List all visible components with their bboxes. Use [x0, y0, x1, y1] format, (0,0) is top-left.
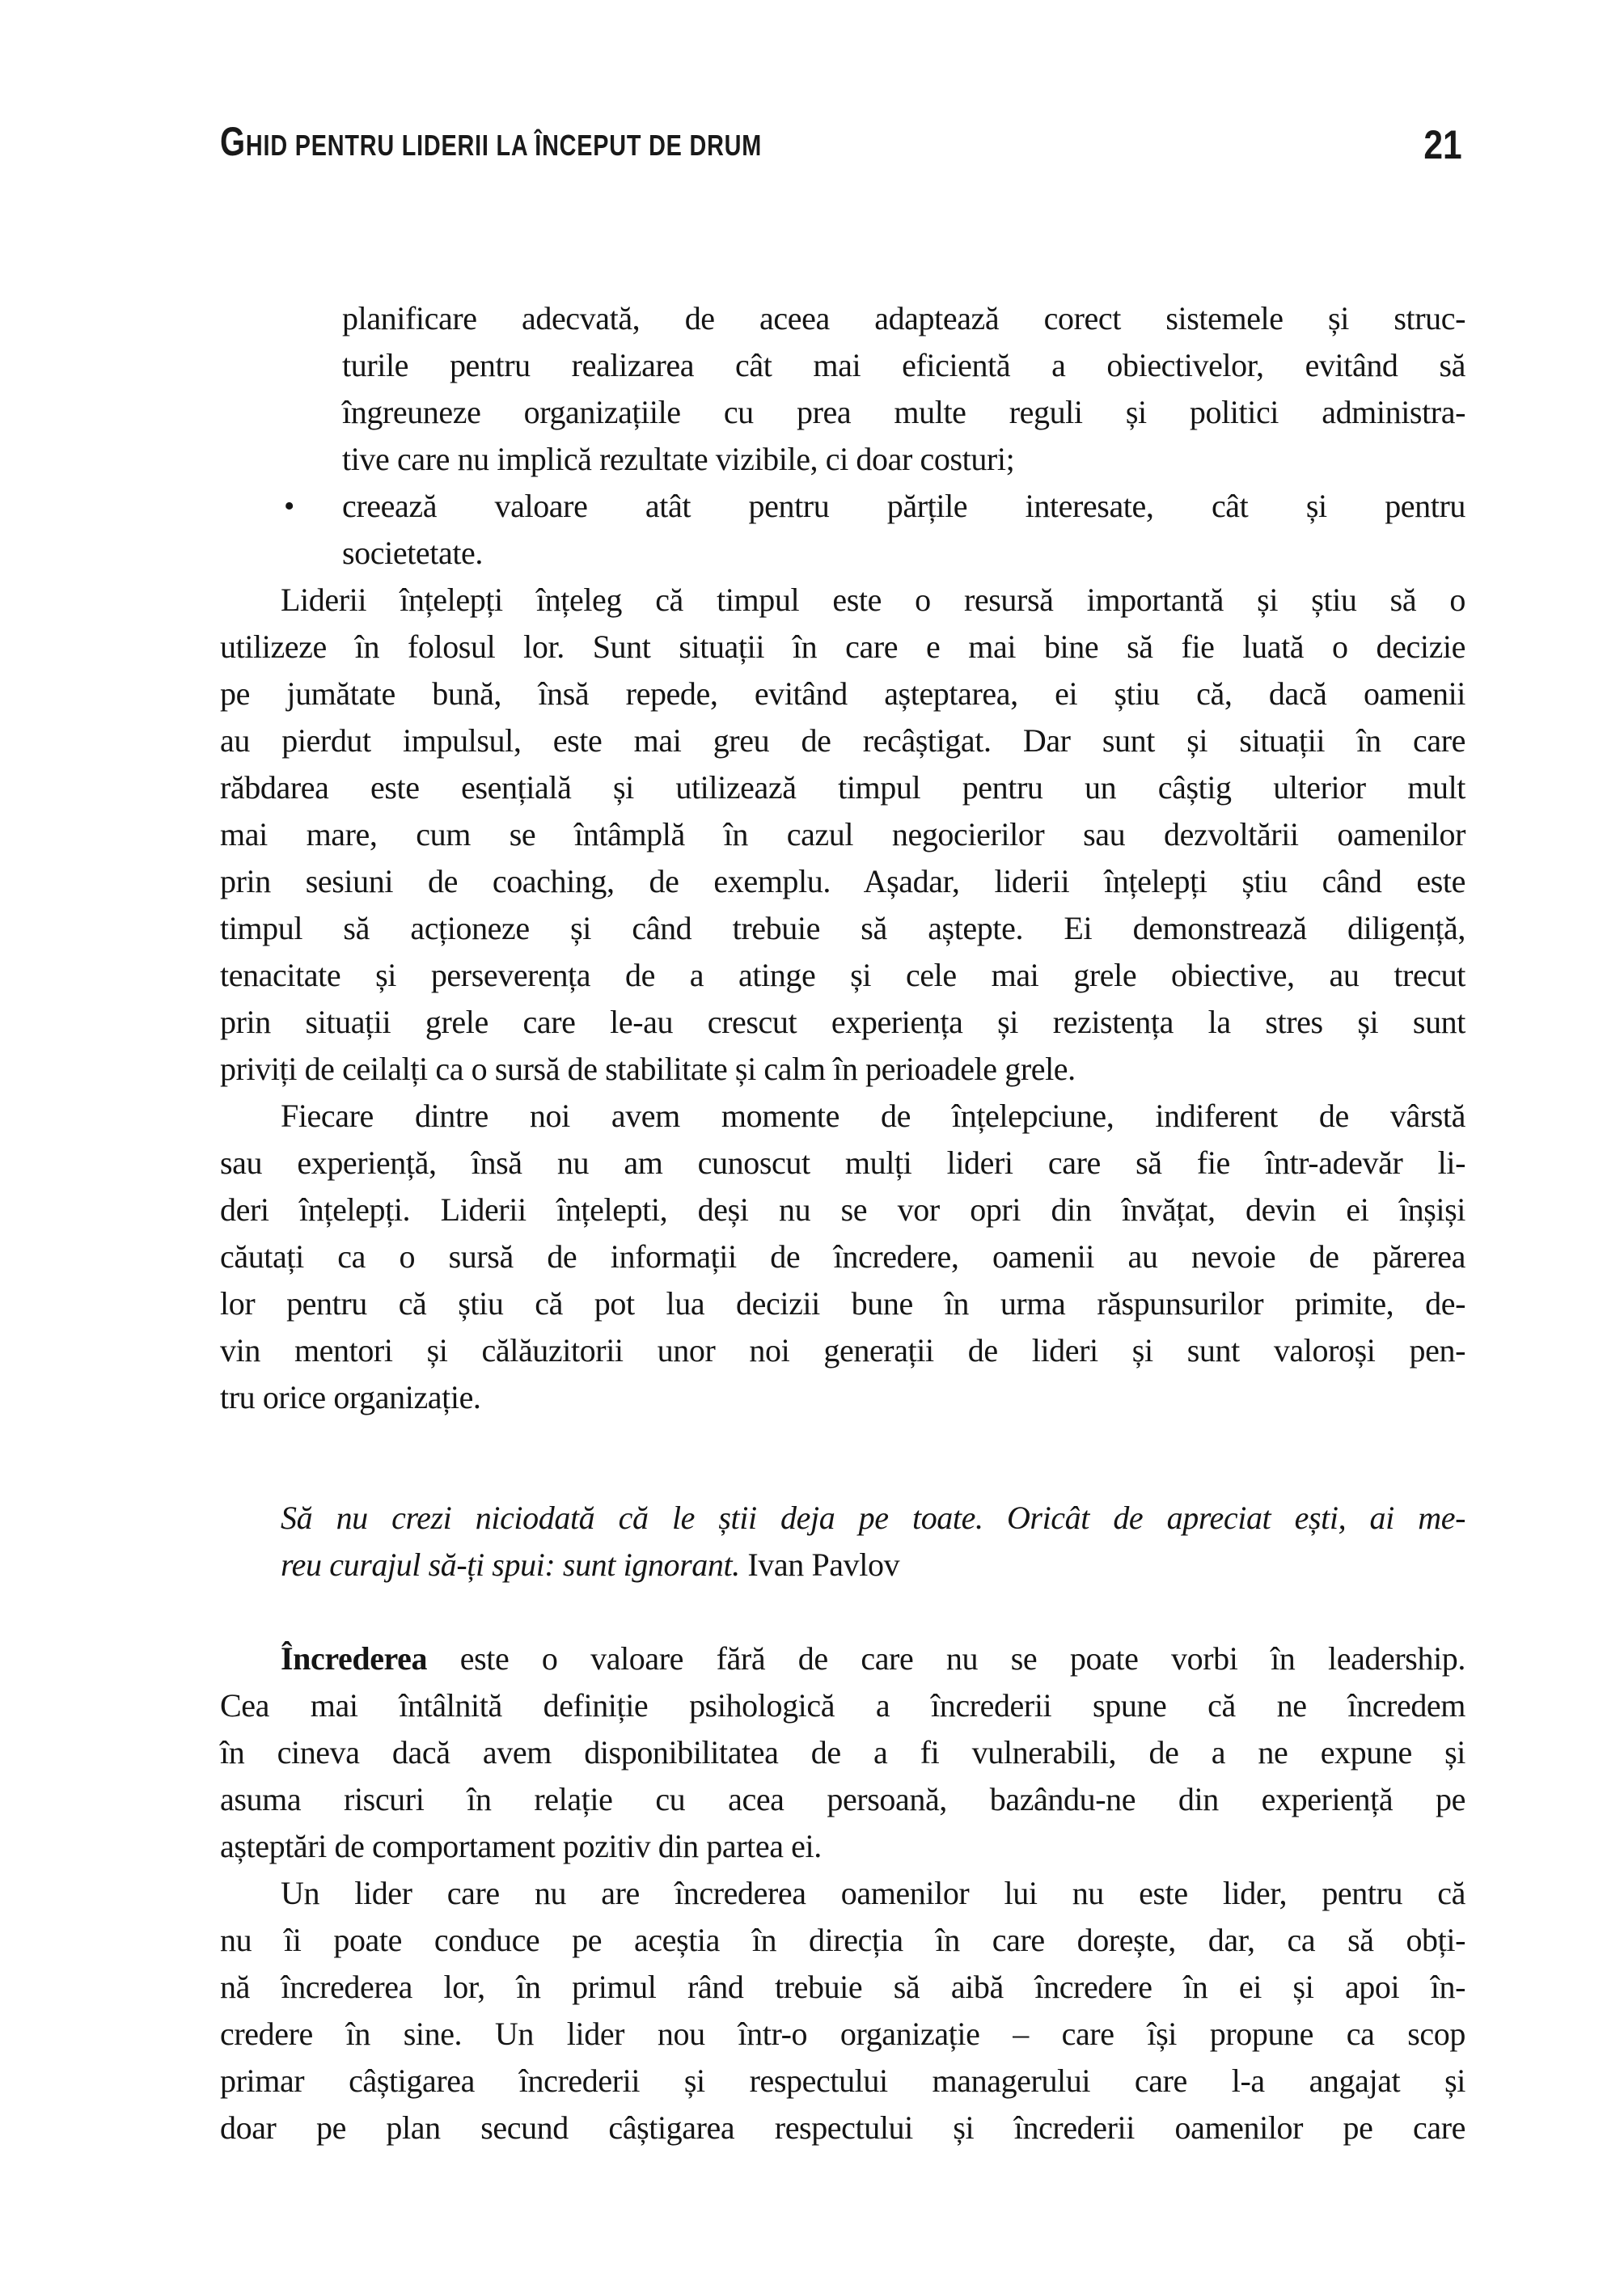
plain-text: Liderii înțelepți înțeleg că timpul este o resursă importantă și știu să o: [281, 582, 1465, 618]
plain-text: doar pe plan secund câștigarea respectului și încrederii oamenilor pe care: [220, 2109, 1465, 2146]
text-line: [220, 624, 1465, 671]
plain-text: prin sesiuni de coaching, de exemplu. Așadar, liderii înțelepți știu când este: [220, 863, 1465, 899]
plain-text: societetate.: [342, 535, 483, 571]
plain-text: așteptări de comportament pozitiv din partea ei.: [220, 1828, 822, 1864]
header-title-text: HID PENTRU LIDERII LA ÎNCEPUT DE DRUM: [245, 129, 763, 162]
plain-text: timpul să acționeze și când trebuie să aștepte. Ei demonstrează diligență,: [220, 910, 1465, 946]
plain-text: creează valoare atât pentru părțile interesate, cât și pentru: [342, 488, 1465, 524]
plain-text: nă încrederea lor, în primul rând trebuie să aibă încredere în ei și apoi în-: [220, 1969, 1465, 2005]
text-line: [220, 905, 1465, 952]
text-line: [220, 2058, 1465, 2105]
italic-text: reu curajul să-ți spui: sunt ignorant.: [281, 1546, 740, 1583]
italic-text: Să nu crezi niciodată că le știi deja pe toate. Oricât de apreciat ești, ai me-: [281, 1500, 1465, 1536]
plain-text: Ivan Pavlov: [739, 1546, 900, 1583]
text-line: [220, 1140, 1465, 1187]
plain-text: sau experiență, însă nu am cunoscut mulți lideri care să fie într-adevăr li-: [220, 1144, 1465, 1181]
plain-text: pe jumătate bună, însă repede, evitând așteptarea, ei știu că, dacă oamenii: [220, 675, 1465, 712]
plain-text: este o valoare fără de care nu se poate vorbi în leadership.: [427, 1640, 1465, 1677]
text-line: [220, 1327, 1465, 1374]
text-line: [342, 342, 1465, 389]
block-cont: [220, 295, 1465, 483]
block-para: [220, 1870, 1465, 2151]
block-para: [220, 577, 1465, 1093]
text-line: [220, 764, 1465, 811]
text-line: [220, 1093, 1465, 1140]
plain-text: îngreuneze organizațiile cu prea multe reguli și politici administra-: [342, 394, 1465, 430]
bold-text: Încrederea: [281, 1640, 428, 1677]
text-line: [220, 999, 1465, 1046]
plain-text: prin situații grele care le-au crescut experiența și rezistența la stres și sunt: [220, 1004, 1465, 1040]
text-line: [220, 1776, 1465, 1823]
block-para: [220, 1093, 1465, 1421]
plain-text: Cea mai întâlnită definiție psihologică a încrederii spune că ne încredem: [220, 1687, 1465, 1724]
text-line: [220, 577, 1465, 624]
text-line: [220, 671, 1465, 717]
plain-text: primar câștigarea încrederii și respectului managerului care l-a angajat și: [220, 2062, 1465, 2099]
page-number: 21: [1423, 122, 1462, 167]
text-line: [220, 1729, 1465, 1776]
plain-text: Fiecare dintre noi avem momente de înțelepciune, indiferent de vârstă: [281, 1098, 1465, 1134]
plain-text: au pierdut impulsul, este mai greu de recâștigat. Dar sunt și situații în care: [220, 722, 1465, 759]
text-line: [220, 1233, 1465, 1280]
plain-text: utilizeze în folosul lor. Sunt situații în care e mai bine să fie luată o decizie: [220, 628, 1465, 665]
plain-text: turile pentru realizarea cât mai eficientă a obiectivelor, evitând să: [342, 347, 1465, 383]
text-line: [342, 389, 1465, 436]
bullet-marker-icon: •: [284, 489, 294, 523]
text-line: [220, 2011, 1465, 2058]
plain-text: căutați ca o sursă de informații de încredere, oamenii au nevoie de părerea: [220, 1238, 1465, 1275]
text-line: [220, 1870, 1465, 1917]
text-line: [220, 952, 1465, 999]
text-line: [220, 2105, 1465, 2151]
text-line: [220, 1635, 1465, 1682]
block-bullet: [220, 483, 1465, 577]
text-line: [342, 483, 1465, 530]
text-line: [281, 1542, 1465, 1589]
plain-text: planificare adecvată, de aceea adaptează corect sistemele și struc-: [342, 300, 1465, 336]
text-line: [220, 1682, 1465, 1729]
plain-text: tru orice organizație.: [220, 1379, 481, 1415]
header-initial-letter: G: [220, 119, 246, 164]
text-line: [342, 295, 1465, 342]
text-line: [342, 436, 1465, 483]
plain-text: asuma riscuri în relație cu acea persoană, bazându-ne din experiență pe: [220, 1781, 1465, 1817]
text-block: [220, 295, 1465, 2151]
text-line: [220, 858, 1465, 905]
text-line: [220, 1046, 1465, 1093]
block-quote: [281, 1495, 1465, 1589]
plain-text: credere în sine. Un lider nou într-o organizație – care își propune ca scop: [220, 2016, 1465, 2052]
text-line: [281, 1495, 1465, 1542]
text-line: [220, 811, 1465, 858]
plain-text: Un lider care nu are încrederea oamenilor lui nu este lider, pentru că: [281, 1875, 1465, 1911]
text-line: [220, 1187, 1465, 1233]
text-line: [220, 717, 1465, 764]
plain-text: nu îi poate conduce pe aceștia în direcția în care dorește, dar, ca să obți-: [220, 1922, 1465, 1958]
plain-text: vin mentori și călăuzitorii unor noi generații de lideri și sunt valoroși pen-: [220, 1332, 1465, 1369]
plain-text: priviți de ceilalți ca o sursă de stabilitate și calm în perioadele grele.: [220, 1051, 1076, 1087]
text-line: [342, 530, 1465, 577]
text-line: [220, 1280, 1465, 1327]
block-para: [220, 1635, 1465, 1870]
text-line: [220, 1823, 1465, 1870]
plain-text: deri înțelepți. Liderii înțelepti, deși nu se vor opri din învățat, devin ei înșiși: [220, 1191, 1465, 1228]
plain-text: lor pentru că știu că pot lua decizii bune în urma răspunsurilor primite, de-: [220, 1285, 1465, 1322]
plain-text: tenacitate și perseverența de a atinge și cele mai grele obiective, au trecut: [220, 957, 1465, 993]
plain-text: tive care nu implică rezultate vizibile, ci doar costuri;: [342, 441, 1015, 477]
text-line: [220, 1374, 1465, 1421]
text-line: [220, 1917, 1465, 1964]
text-line: [220, 1964, 1465, 2011]
plain-text: răbdarea este esențială și utilizează timpul pentru un câștig ulterior mult: [220, 769, 1465, 806]
plain-text: mai mare, cum se întâmplă în cazul negocierilor sau dezvoltării oamenilor: [220, 816, 1465, 852]
plain-text: în cineva dacă avem disponibilitatea de a fi vulnerabili, de a ne expune și: [220, 1734, 1465, 1771]
running-header-title: [220, 118, 762, 165]
